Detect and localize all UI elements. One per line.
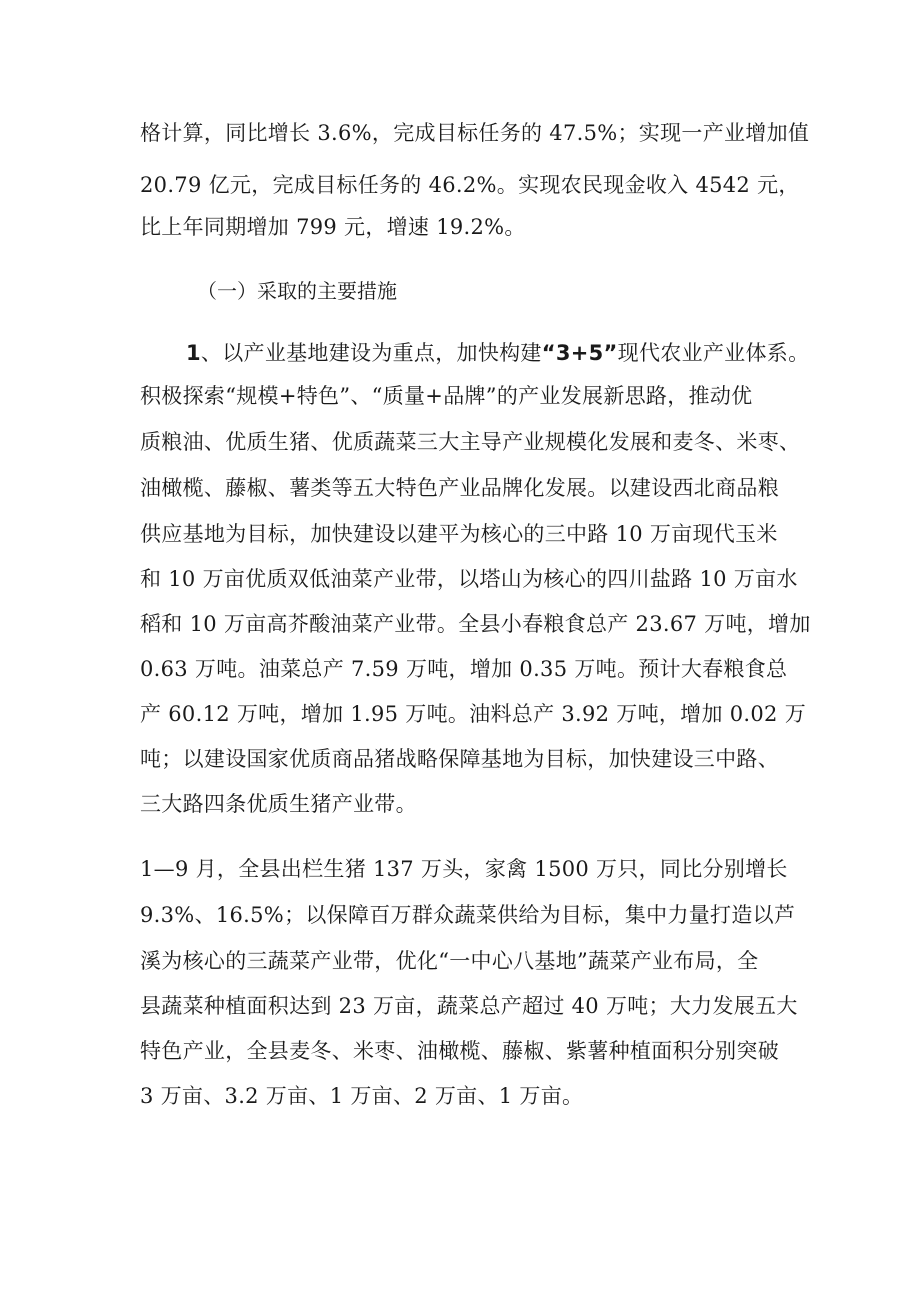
paragraph-2-first-line <box>186 338 810 368</box>
item-number: 1 <box>186 341 201 365</box>
paragraph-3-line: 特色产业，全县麦冬、米枣、油橄榄、藤椒、紫薯种植面积分别突破 <box>140 1039 779 1063</box>
item-title-highlight: “3+5” <box>541 341 618 365</box>
item-title-part-c: 现代农业产业体系。 <box>617 341 810 365</box>
paragraph-2-line: 油橄榄、藤椒、薯类等五大特色产业品牌化发展。以建设西北商品粮 <box>140 476 779 500</box>
paragraph-2-line: 吨；以建设国家优质商品猪战略保障基地为目标，加快建设三中路、 <box>140 747 779 771</box>
paragraph-2-line: 供应基地为目标，加快建设以建平为核心的三中路 10 万亩现代玉米 <box>140 522 778 546</box>
item-title-part-a: 、以产业基地建设为重点，加快构建 <box>200 341 542 365</box>
paragraph-1-line: 20.79 亿元，完成目标任务的 46.2%。实现农民现金收入 4542 元， <box>140 173 800 197</box>
section-heading: （一）采取的主要措施 <box>197 279 397 303</box>
paragraph-2-line: 0.63 万吨。油菜总产 7.59 万吨，增加 0.35 万吨。预计大春粮食总 <box>140 657 788 681</box>
paragraph-3-line: 3 万亩、3.2 万亩、1 万亩、2 万亩、1 万亩。 <box>140 1084 584 1108</box>
paragraph-3-line: 县蔬菜种植面积达到 23 万亩，蔬菜总产超过 40 万吨；大力发展五大 <box>140 994 798 1018</box>
paragraph-3-line: 9.3%、16.5%；以保障百万群众蔬菜供给为目标，集中力量打造以芦 <box>140 903 796 927</box>
paragraph-2-line: 产 60.12 万吨，增加 1.95 万吨。油料总产 3.92 万吨，增加 0.02 万 <box>140 702 806 726</box>
paragraph-2-line: 和 10 万亩优质双低油菜产业带，以塔山为核心的四川盐路 10 万亩水 <box>140 567 798 591</box>
paragraph-1-line: 比上年同期增加 799 元，增速 19.2%。 <box>140 215 526 239</box>
paragraph-2-line: 积极探索“规模+特色”、“质量+品牌”的产业发展新思路，推动优 <box>140 384 753 408</box>
paragraph-2-line: 稻和 10 万亩高芥酸油菜产业带。全县小春粮食总产 23.67 万吨，增加 <box>140 612 811 636</box>
paragraph-2-line: 三大路四条优质生猪产业带。 <box>140 792 417 816</box>
paragraph-3-line: 1—9 月，全县出栏生猪 137 万头，家禽 1500 万只，同比分别增长 <box>140 857 788 881</box>
paragraph-2-line: 质粮油、优质生猪、优质蔬菜三大主导产业规模化发展和麦冬、米枣、 <box>140 430 801 454</box>
paragraph-3-line: 溪为核心的三蔬菜产业带，优化“一中心八基地”蔬菜产业布局，全 <box>140 949 759 973</box>
paragraph-1-line: 格计算，同比增长 3.6%，完成目标任务的 47.5%；实现一产业增加值 <box>140 121 810 145</box>
